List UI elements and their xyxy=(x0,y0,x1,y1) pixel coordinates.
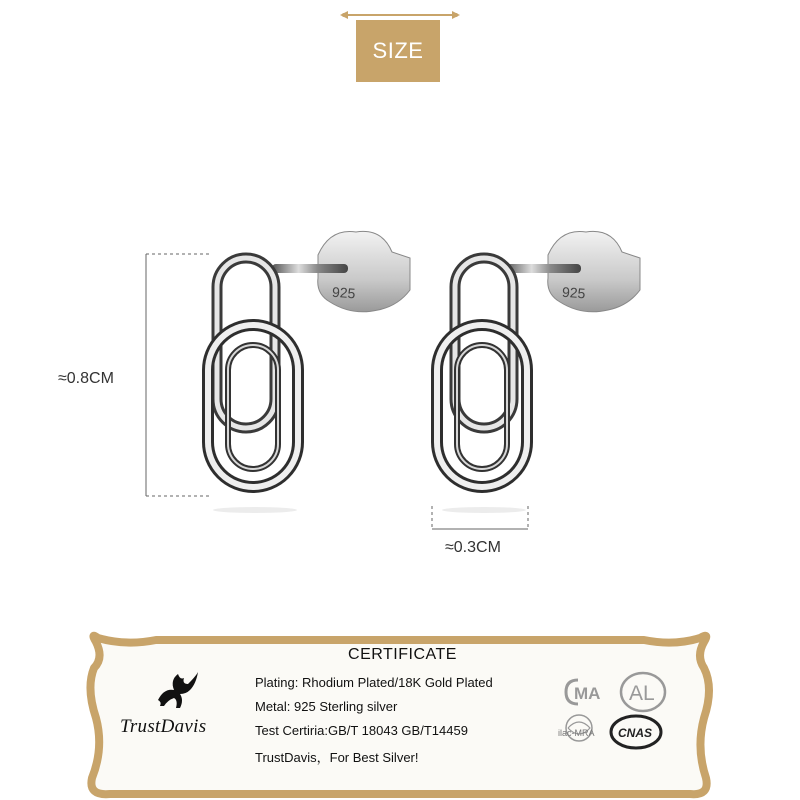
right-earring xyxy=(437,231,640,513)
svg-text:MA: MA xyxy=(574,684,601,703)
certificate-plating: Plating: Rhodium Plated/18K Gold Plated xyxy=(255,675,493,690)
ilac-mra-mark-icon xyxy=(556,712,602,752)
cal-mark-icon xyxy=(618,670,668,714)
right-earring-stamp: 925 xyxy=(561,283,586,302)
certificate-metal: Metal: 925 Sterling silver xyxy=(255,699,398,714)
certificate-test: Test Certiria:GB/T 18043 GB/T14459 xyxy=(255,723,468,738)
certificate-title: CERTIFICATE xyxy=(348,646,457,663)
certificate-slogan: TrustDavis，For Best Silver! xyxy=(255,750,419,765)
left-earring-stamp: 925 xyxy=(331,283,356,302)
right-earring-post xyxy=(505,264,581,273)
svg-text:AL: AL xyxy=(629,682,655,705)
pegasus-logo-icon xyxy=(150,670,200,712)
width-dimension-label: ≈0.3CM xyxy=(445,539,501,556)
height-dimension-label: ≈0.8CM xyxy=(58,370,114,387)
height-dimension-bracket xyxy=(146,254,210,496)
left-earring-post xyxy=(272,264,348,273)
cma-mark-icon xyxy=(560,674,614,710)
left-earring xyxy=(208,231,410,513)
svg-text:ilac-MRA: ilac-MRA xyxy=(558,728,595,738)
size-banner-label: SIZE xyxy=(356,20,440,82)
svg-text:CNAS: CNAS xyxy=(618,726,653,740)
cnas-mark-icon xyxy=(608,712,664,752)
brand-name: TrustDavis xyxy=(120,716,207,737)
